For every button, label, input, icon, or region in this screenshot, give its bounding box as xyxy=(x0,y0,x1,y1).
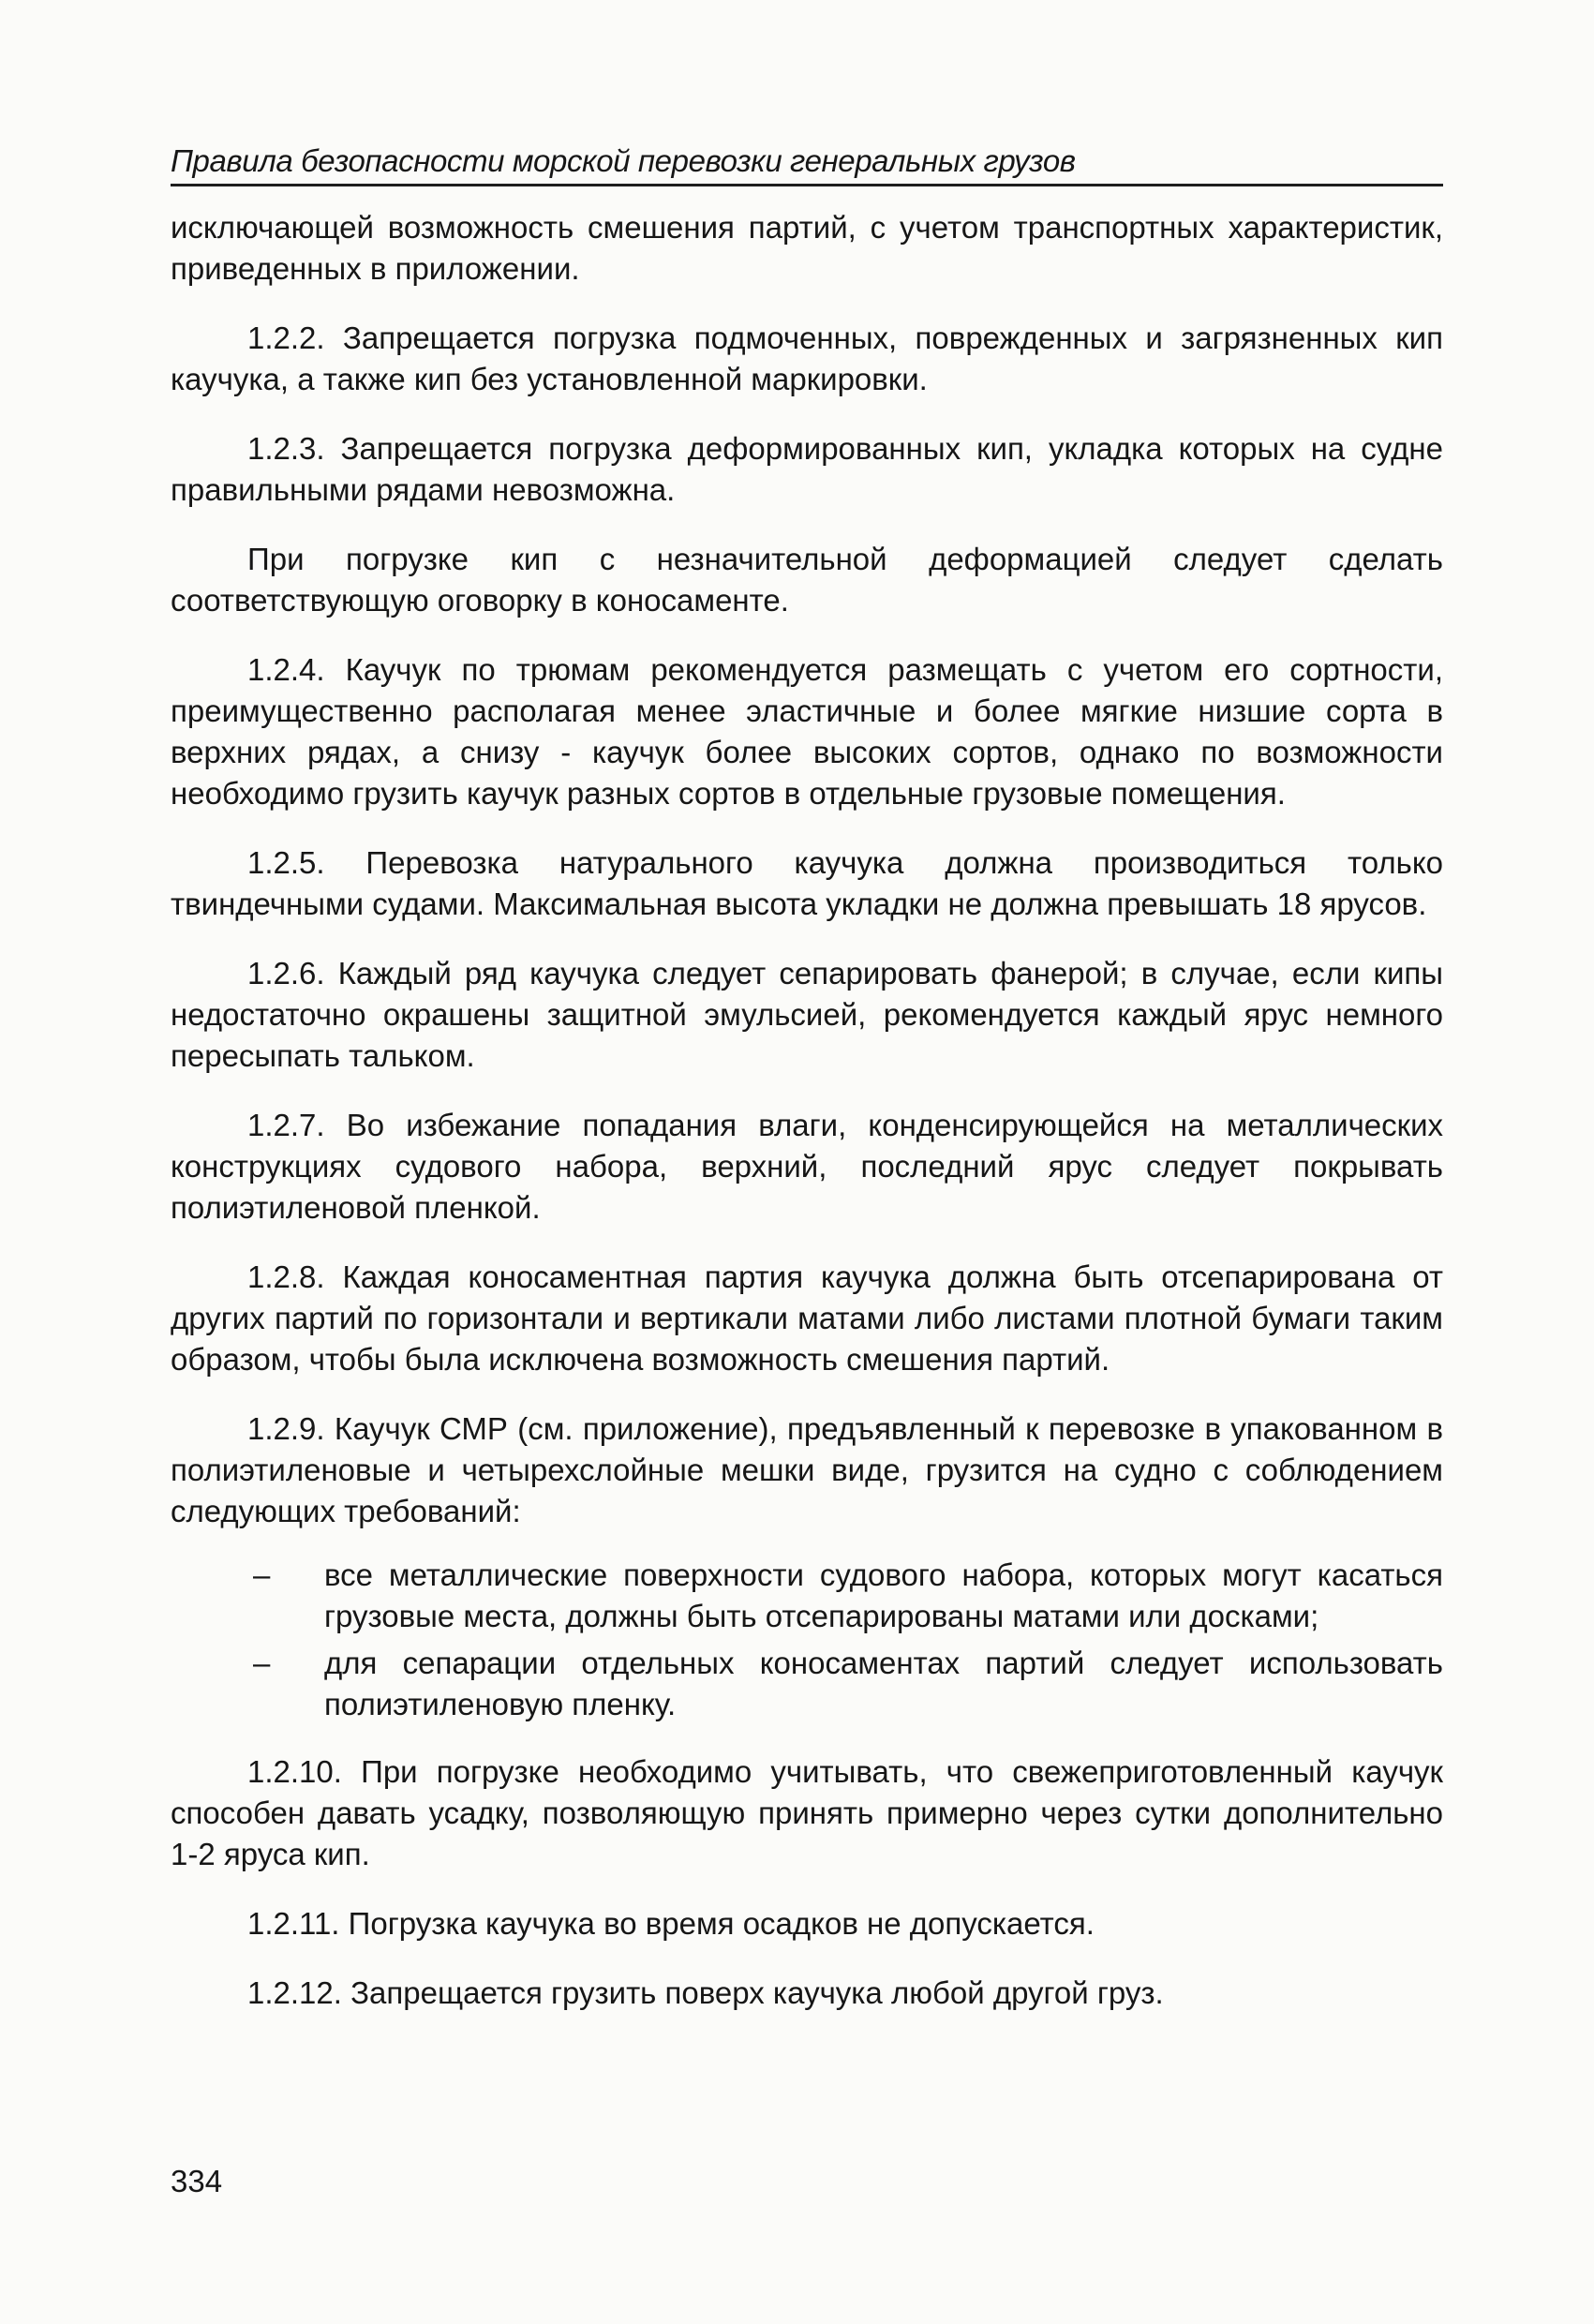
clause-1-2-6: 1.2.6. Каждый ряд каучука следует сепарировать фанерой; в случае, если кипы недостаточно окрашены защитной эмульсией, рекомендуется каждый ярус немного пересыпать тальком. xyxy=(171,956,1443,1073)
dash-marker: – xyxy=(253,1557,271,1592)
document-body xyxy=(171,207,1443,2014)
running-header: Правила безопасности морской перевозки генеральных грузов xyxy=(171,141,1443,186)
document-page xyxy=(171,141,1443,2042)
clause-1-2-12: 1.2.12. Запрещается грузить поверх каучука любой другой груз. xyxy=(247,1975,1164,2010)
clause-1-2-9: 1.2.9. Каучук СМР (см. приложение), предъявленный к перевозке в упакованном в полиэтиленовые и четырехслойные мешки виде, грузится на судно с соблюдением следующих требований: xyxy=(171,1411,1443,1528)
clause-1-2-3-note: При погрузке кип с незначительной деформацией следует сделать соответствующую оговорку в коносаменте. xyxy=(171,542,1443,618)
clause-1-2-5: 1.2.5. Перевозка натурального каучука должна производиться только твиндечными судами. Максимальная высота укладки не должна превышать 18 ярусов. xyxy=(171,845,1443,921)
clause-1-2-2: 1.2.2. Запрещается погрузка подмоченных, поврежденных и загрязненных кип каучука, а также кип без установленной маркировки. xyxy=(171,320,1443,396)
clause-1-2-11: 1.2.11. Погрузка каучука во время осадков не допускается. xyxy=(247,1906,1095,1941)
list-item-text: все металлические поверхности судового набора, которых могут касаться грузовые места, должны быть отсепарированы матами или досками; xyxy=(324,1557,1443,1633)
clause-1-2-3: 1.2.3. Запрещается погрузка деформированных кип, укладка которых на судне правильными рядами невозможна. xyxy=(171,431,1443,507)
clause-1-2-4: 1.2.4. Каучук по трюмам рекомендуется размещать с учетом его сортности, преимущественно располагая менее эластичные и более мягкие низшие сорта в верхних рядах, а снизу - каучук более высоких сортов, однако по возможности необходимо грузить каучук разных сортов в отдельные грузовые помещения. xyxy=(171,652,1443,811)
clause-1-2-7: 1.2.7. Во избежание попадания влаги, конденсирующейся на металлических конструкциях судового набора, верхний, последний ярус следует покрывать полиэтиленовой пленкой. xyxy=(171,1108,1443,1225)
page-number: 334 xyxy=(171,2164,223,2198)
paragraph-continuation: исключающей возможность смешения партий, с учетом транспортных характеристик, приведенных в приложении. xyxy=(171,210,1443,286)
clause-1-2-8: 1.2.8. Каждая коносаментная партия каучука должна быть отсепарирована от других партий по горизонтали и вертикали матами либо листами плотной бумаги таким образом, чтобы была исключена возможность смешения партий. xyxy=(171,1259,1443,1377)
requirements-list xyxy=(171,1555,1443,1725)
list-item xyxy=(171,1555,1443,1637)
clause-1-2-10: 1.2.10. При погрузке необходимо учитывать, что свежеприготовленный каучук способен давать усадку, позволяющую принять примерно через сутки дополнительно 1-2 яруса кип. xyxy=(171,1754,1443,1871)
dash-marker: – xyxy=(253,1646,271,1680)
list-item xyxy=(171,1643,1443,1725)
list-item-text: для сепарации отдельных коносаментах партий следует использовать полиэтиленовую пленку. xyxy=(324,1646,1443,1721)
